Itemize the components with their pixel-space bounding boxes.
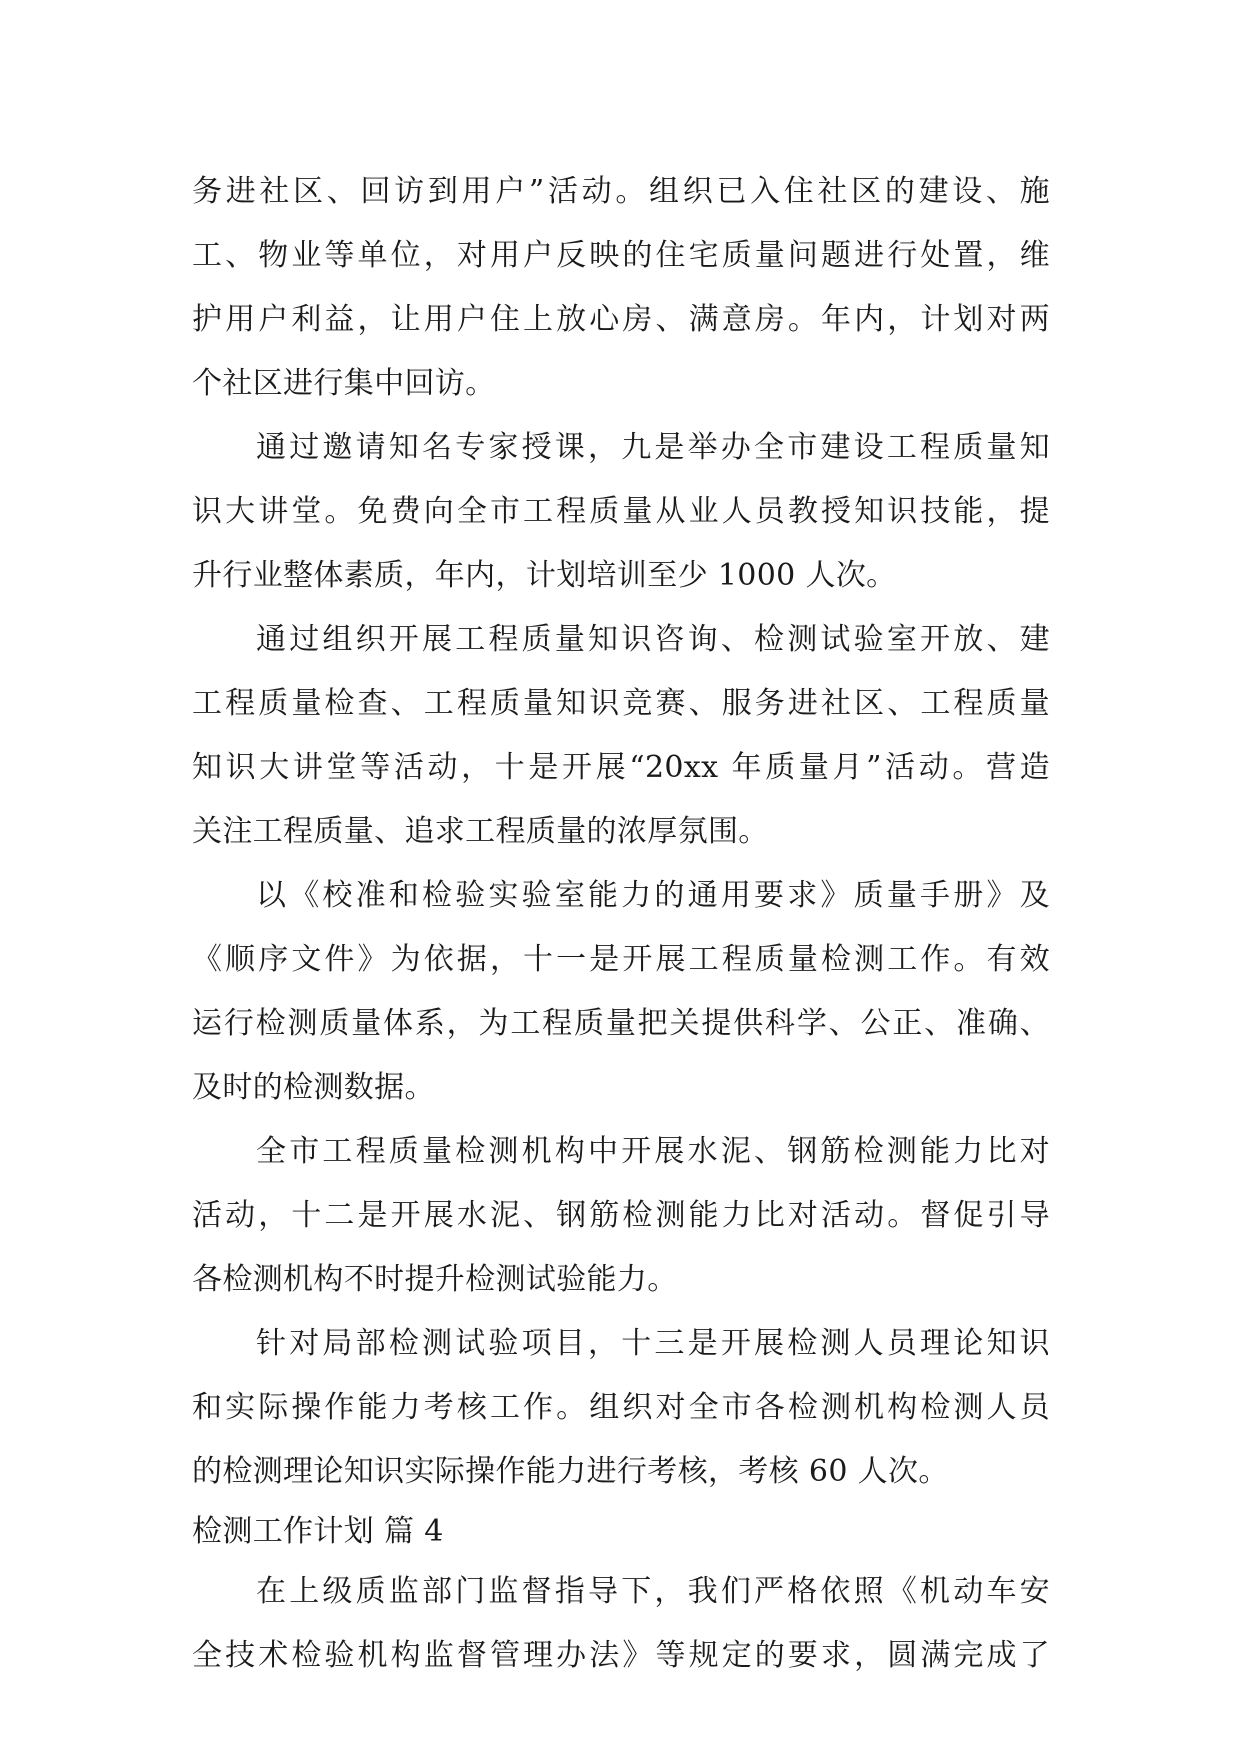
text-line: 工程质量检查、工程质量知识竞赛、服务进社区、工程质量 bbox=[192, 686, 1050, 721]
text-line: 务进社区、回访到用户”活动。组织已入住社区的建设、施 bbox=[192, 174, 1050, 209]
text-line: 工、物业等单位，对用户反映的住宅质量问题进行处置，维 bbox=[192, 238, 1050, 273]
text-line: 个社区进行集中回访。 bbox=[192, 366, 496, 401]
paragraph-first-line: 通过邀请知名专家授课，九是举办全市建设工程质量知 bbox=[256, 430, 1050, 465]
paragraph-first-line: 以《校准和检验实验室能力的通用要求》质量手册》及 bbox=[256, 878, 1050, 913]
text-line: 护用户利益，让用户住上放心房、满意房。年内，计划对两 bbox=[192, 302, 1050, 337]
text-line: 各检测机构不时提升检测试验能力。 bbox=[192, 1262, 678, 1297]
text-line: 活动，十二是开展水泥、钢筋检测能力比对活动。督促引导 bbox=[192, 1198, 1050, 1233]
text-line: 关注工程质量、追求工程质量的浓厚氛围。 bbox=[192, 814, 769, 849]
paragraph-first-line: 针对局部检测试验项目，十三是开展检测人员理论知识 bbox=[256, 1326, 1050, 1361]
text-line: 和实际操作能力考核工作。组织对全市各检测机构检测人员 bbox=[192, 1390, 1050, 1425]
text-line: 的检测理论知识实际操作能力进行考核，考核 60 人次。 bbox=[192, 1454, 949, 1489]
section-heading: 检测工作计划 篇 4 bbox=[192, 1514, 444, 1549]
text-line: 识大讲堂。免费向全市工程质量从业人员教授知识技能，提 bbox=[192, 494, 1050, 529]
paragraph-first-line: 通过组织开展工程质量知识咨询、检测试验室开放、建 bbox=[256, 622, 1050, 657]
paragraph-first-line: 在上级质监部门监督指导下，我们严格依照《机动车安 bbox=[256, 1574, 1050, 1609]
text-line: 及时的检测数据。 bbox=[192, 1070, 435, 1105]
text-line: 升行业整体素质，年内，计划培训至少 1000 人次。 bbox=[192, 558, 897, 593]
document-body bbox=[192, 160, 1050, 1688]
text-line: 《顺序文件》为依据，十一是开展工程质量检测工作。有效 bbox=[192, 942, 1050, 977]
text-line: 运行检测质量体系，为工程质量把关提供科学、公正、准确、 bbox=[192, 1006, 1050, 1041]
text-line: 全技术检验机构监督管理办法》等规定的要求，圆满完成了 bbox=[192, 1638, 1050, 1673]
text-line: 知识大讲堂等活动，十是开展“20xx 年质量月”活动。营造 bbox=[192, 750, 1050, 785]
paragraph-first-line: 全市工程质量检测机构中开展水泥、钢筋检测能力比对 bbox=[256, 1134, 1050, 1169]
